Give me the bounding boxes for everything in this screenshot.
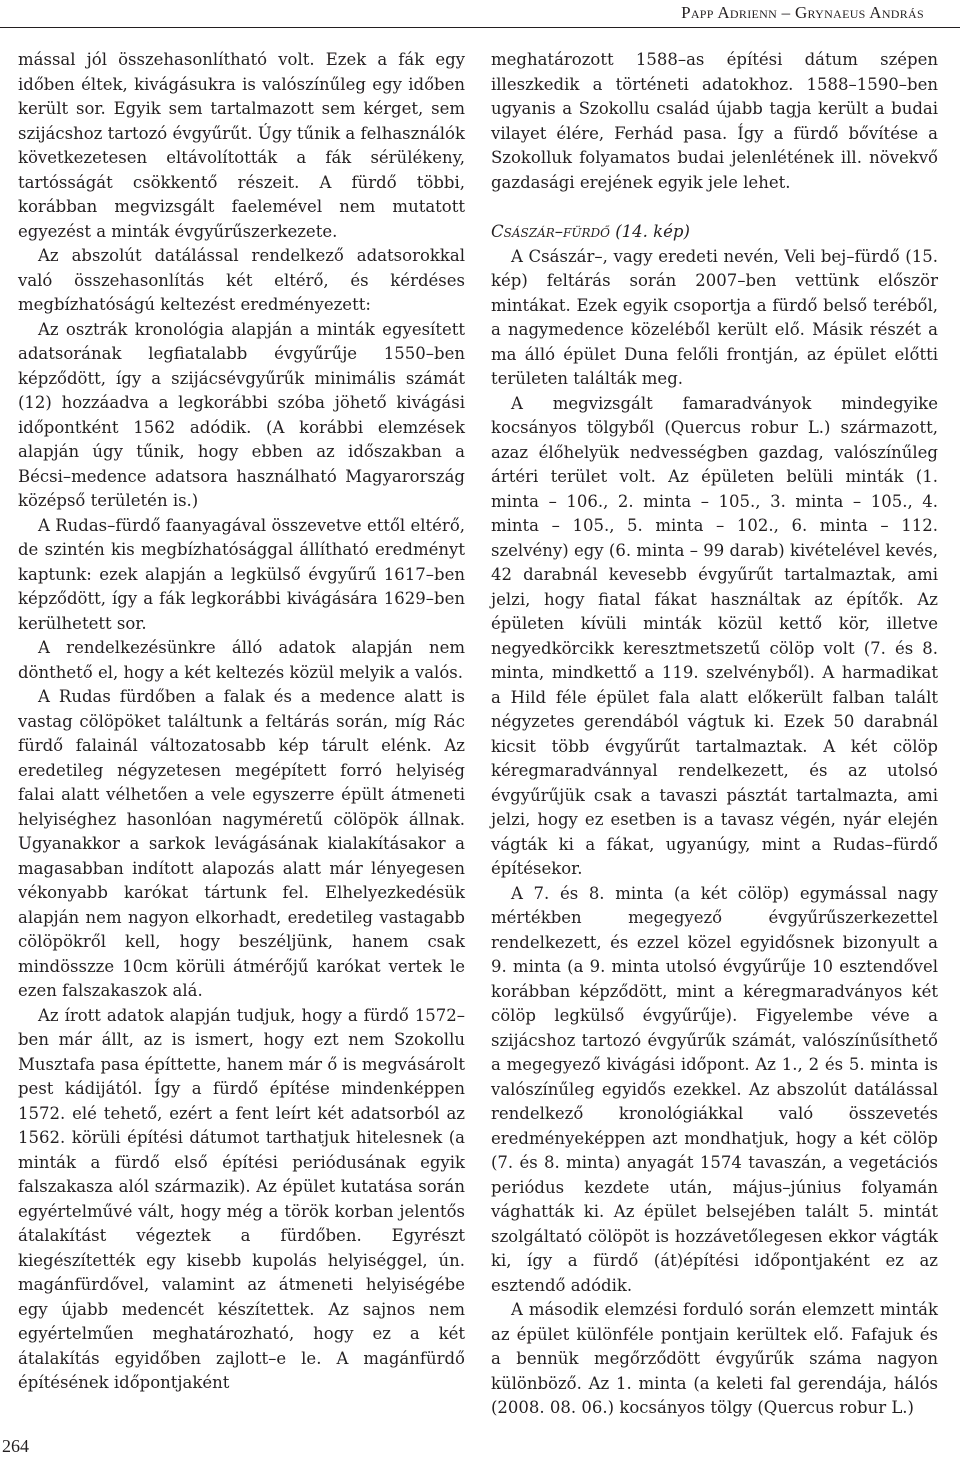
paragraph: mással jól összehasonlítható volt. Ezek a fák egy időben éltek, kivágásukra is valószínűleg egy időben került sor. Egyik sem tartalmazott sem kérget, sem szijácshoz tartozó évgyűrűt. Úgy tűnik a felhasználók következetesen eltávolították a fák sérülékeny, tartósságát csökkentő részeit. A fürdő többi, korábban megvizsgált faelemével nem mutatott egyezést a minták évgyűrűszerkezete. [18, 50, 465, 241]
paragraph: A második elemzési forduló során elemzett minták az épület különféle pontjain kerültek elő. Fafajuk és a bennük megőrződött évgyűrűk száma nagyon különböző. Az 1. minta (a keleti fal gerendája, hálós (2008. 08. 06.) kocsányos tölgy (Quercus robur L.) [491, 1300, 938, 1417]
paragraph: A Rudas–fürdő faanyagával összevetve ettől eltérő, de szintén kis megbízhatósággal állítható eredményt kaptunk: ezek alapján a legkülső évgyűrű 1617–ben képződött, így a fák legkorábbi kivágására 1629–ben kerülhetett sor. [18, 515, 465, 633]
running-head: Papp Adrienn – Grynaeus András [681, 3, 924, 22]
left-column [18, 48, 465, 1396]
page-number: 264 [2, 1436, 29, 1456]
paragraph: A Rudas fürdőben a falak és a medence alatt is vastag cölöpöket találtunk a feltárás során, míg Rác fürdő falainál változatosabb kép tárult elénk. Az eredetileg négyzetesen megépített forró helyiség falai alatt vélhetően a vele egyszerre épült átmeneti helyiséghez hasonlóan nagyméretű cölöpök állnak. Ugyanakkor a sarkok levágásának kialakításakor a magasabban indított alapozás alatt már lényegesen vékonyabb karókat tártunk fel. Elhelyezkedésük alapján nem nagyon elkorhadt, eredetileg vastagabb cölöpökről kell, hogy beszéljünk, hanem csak mindösszze 10cm körüli átmérőjű karókat vertek le ezen falszakaszok alá. [18, 687, 465, 1000]
paragraph: A 7. és 8. minta (a két cölöp) egymással nagy mértékben megegyező évgyűrűszerkezettel rendelkezett, és ezzel közel egyidősnek bizonyult a 9. minta (a 9. minta utolsó évgyűrűje 10 esztendővel korábban képződött, mint a kéregmaradványos két cölöp legkülső évgyűrűje). Figyelembe véve a szijácshoz tartozó évgyűrűk számát, valószínűsíthető a megegyező kivágási időpont. Az 1., 2 és 5. minta is valószínűleg egyidős ezekkel. Az abszolút datálással rendelkező kronológiákkal való összevetés eredményeképpen azt mondhatjuk, hogy a két cölöp (7. és 8. minta) anyagát 1574 tavaszán, a vegetációs periódus kezdete után, május–június folyamán vághatták ki. Az épület belsejében talált 5. mintát szolgáltató cölöpöt is hozzávetőlegesen ekkor vágták ki, így a fürdő (át)építési időpontjaként ez az esztendő adódik. [491, 883, 938, 1295]
paragraph: A megvizsgált famaradványok mindegyike kocsányos tölgyből (Quercus robur L.) származott, azaz élőhelyük nedvességben gazdag, valószínűleg ártéri terület volt. Az épületen belüli minták (1. minta – 106., 2. minta – 105., 3. minta – 105., 4. minta – 105., 5. minta – 102., 6. minta – 112. szelvény) egy (6. minta – 99 darab) kivételével kevés, 42 darabnál kevesebb évgyűrűt tartalmaztak, ami jelzi, hogy fiatal fákat használtak az építők. Az épületen kívüli minták közül kettő kör, illetve negyedkörcikk keresztmetszetű cölöp volt (7. és 8. minta, mindkettő a 119. szelvényből). A harmadikat a Hild féle épület fala alatt előkerült falban talált négyzetes gerendából vágtuk ki. Ezek 50 darabnál kicsit több évgyűrűt tartalmaztak. A két cölöp kéregmaradvánnyal rendelkezett, és az utolsó évgyűrűjük csak a tavaszi pásztát tartalmazta, ami jelzi, hogy ez esetben is a tavasz végén, nyár elején vágták ki a fákat, ugyanúgy, mint a Rudas–fürdő építésekor. [491, 393, 938, 878]
paragraph: A rendelkezésünkre álló adatok alapján nem dönthető el, hogy a két keltezés közül melyik a valós. [18, 638, 465, 682]
section-heading [491, 220, 938, 245]
header-rule [0, 27, 960, 28]
section-title: Császár–fürdő [491, 222, 610, 241]
paragraph: A Császár–, vagy eredeti nevén, Veli bej–fürdő (15. kép) feltárás során 2007–ben vettünk először mintákat. Ezek egyik csoportja a fürdő belső teréből, a nagymedence közeléből került elő. Másik részét a ma álló épület Duna felőli frontján, az épület előtti területen találták meg. [491, 246, 938, 388]
paragraph: Az írott adatok alapján tudjuk, hogy a fürdő 1572–ben már állt, az is ismert, hogy ezt nem Szokollu Musztafa pasa építtette, hanem már ő is megvásárolt pest kádijától. Így a fürdő építése mindenképpen 1572. elé tehető, ezért a fent leírt két adatsorból az 1562. körüli építési dátumot tarthatjuk hitelesnek (a minták a fürdő első építési periódusának egyik falszakasza alól származik). Az épület kutatása során egyértelművé vált, hogy még a török korban jelentős átalakítást végeztek a fürdőben. Egyrészt kiegészítették egy kisebb kupolás helyiséggel, ún. magánfürdővel, valamint az átmeneti helyiségébe egy újabb medencét készítettek. Az sajnos nem egyértelműen meghatározható, hogy ez a két átalakítás egyidőben zajlott–e le. A magánfürdő építésének időpontjaként [18, 1005, 465, 1392]
right-column [491, 48, 938, 1421]
paragraph: Az abszolút datálással rendelkező adatsorokkal való összehasonlítás két eltérő, és kérdéses megbízhatóságú keltezést eredményezett: [18, 246, 465, 314]
section-figure-ref: (14. kép) [609, 222, 690, 241]
paragraph: Az osztrák kronológia alapján a minták egyesített adatsorának legfiatalabb évgyűrűje 1550–ben képződött, így a szijácsévgyűrűk minimális számát (12) hozzáadva a legkorábbi szóba jöhető kivágási időpontként 1562 adódik. (A korábbi elemzések alapján úgy tűnik, hogy ebben az időszakban a Bécsi–medence adatsora használható Magyarország középső területén is.) [18, 319, 465, 510]
paragraph: meghatározott 1588–as építési dátum szépen illeszkedik a történeti adatokhoz. 1588–1590–ben ugyanis a Szokollu család újabb tagja került a budai vilayet élére, Ferhád pasa. Így a fürdő bővítése a Szokolluk folyamatos budai jelenlétének ill. növekvő gazdasági erejének egyik jele lehet. [491, 50, 938, 192]
